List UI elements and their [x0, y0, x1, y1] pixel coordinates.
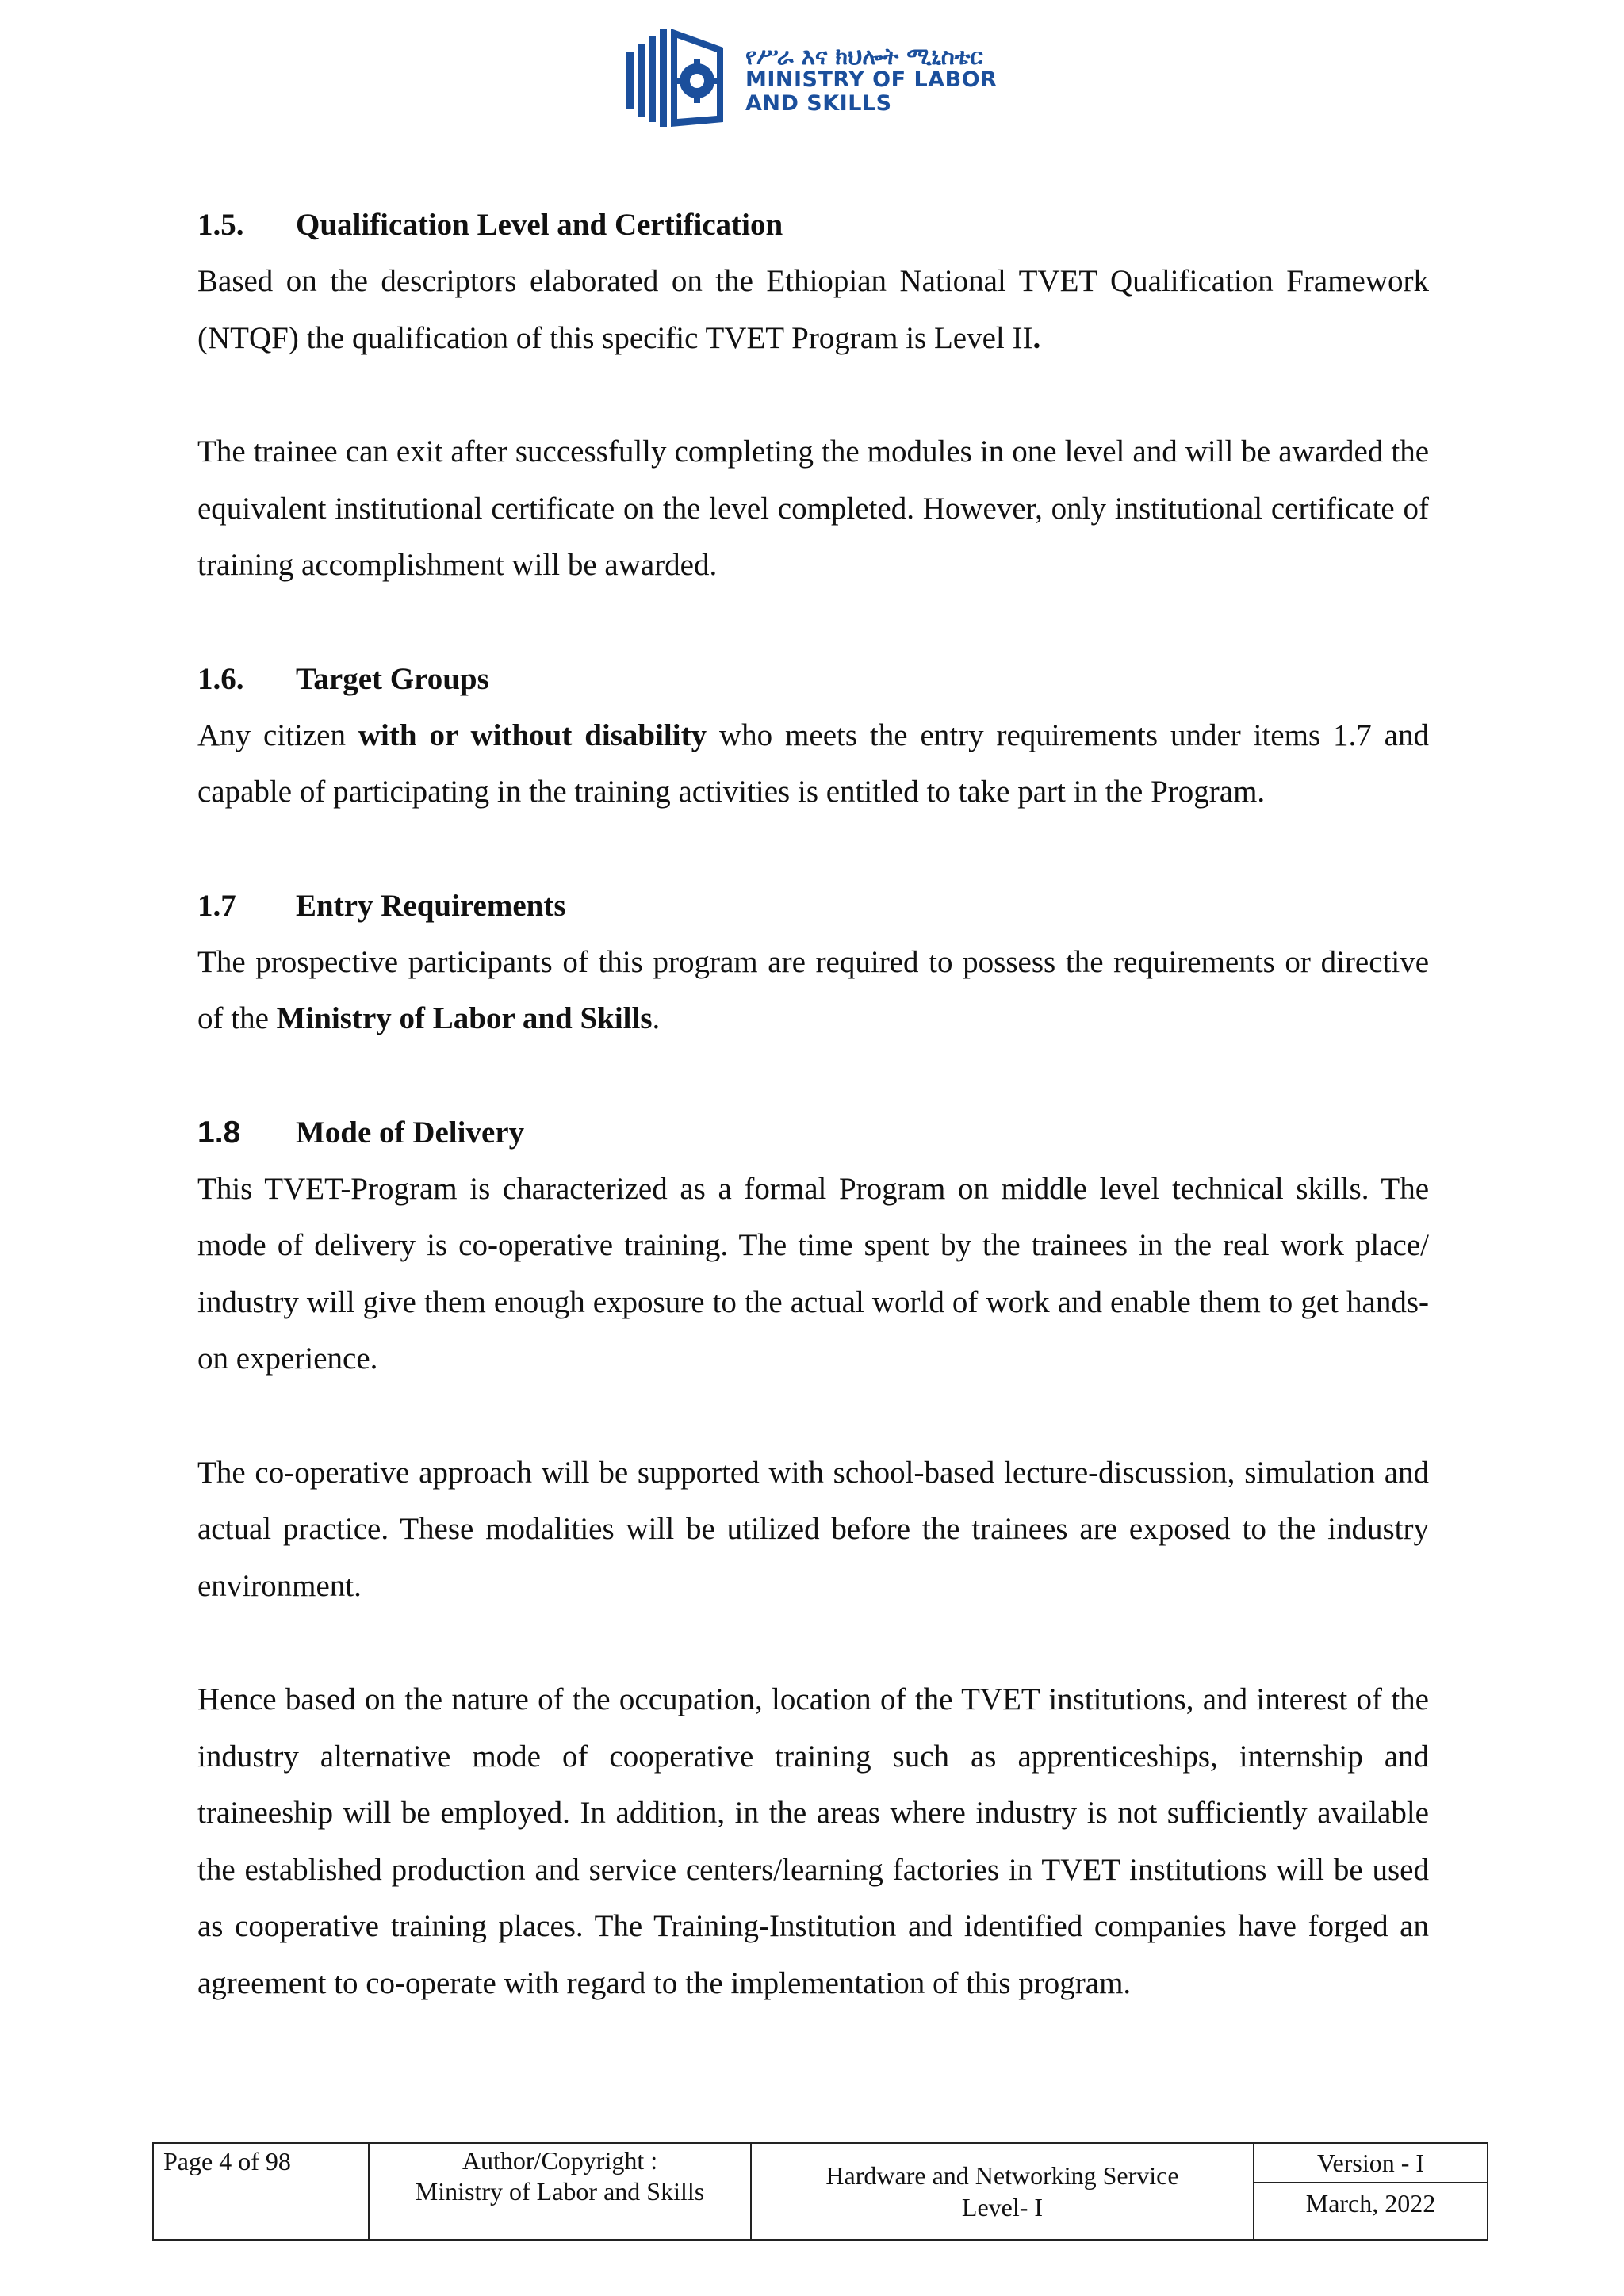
footer-version: Version - I: [1254, 2143, 1488, 2183]
footer-author-label: Author/Copyright :: [462, 2146, 658, 2175]
section-title: Target Groups: [296, 661, 489, 696]
section-heading-1-7: [197, 878, 1429, 934]
section-title: Entry Requirements: [296, 888, 566, 923]
section-heading-1-8: [197, 1104, 1429, 1161]
footer-title-line-2: Level- I: [961, 2193, 1044, 2221]
page-footer-table: [152, 2142, 1488, 2241]
ministry-logo-text: [745, 44, 1007, 116]
logo-english-line-1: MINISTRY OF LABOR: [745, 67, 998, 92]
footer-author-name: Ministry of Labor and Skills: [415, 2177, 705, 2206]
section-title: Qualification Level and Certification: [296, 208, 783, 242]
paragraph-bold-text: with or without disability: [358, 718, 707, 752]
footer-page-number: Page 4 of 98: [153, 2143, 369, 2240]
paragraph-text: who meets the entry requirements under items 1.7 and capable of participating in the training activities is entitled to take part in the Program.: [197, 718, 1429, 809]
paragraph-bold-text: Ministry of Labor and Skills: [276, 1001, 653, 1035]
paragraph-cooperative-approach: The co-operative approach will be supported with school-based lecture-discussion, simulation and actual practice. These modalities will be utilized before the trainees are exposed to the industry environment.: [197, 1455, 1429, 1603]
section-number: 1.5.: [197, 208, 244, 242]
paragraph-exit-certificate: The trainee can exit after successfully completing the modules in one level and will be awarded the equivalent institutional certificate on the level completed. However, only institutional certificate of training accomplishment will be awarded.: [197, 434, 1429, 582]
section-title: Mode of Delivery: [296, 1115, 525, 1150]
section-number: 1.6.: [197, 661, 244, 696]
paragraph-delivery-mode: This TVET-Program is characterized as a formal Program on middle level technical skills. The mode of delivery is co-operative training. The time spent by the trainees in the real work place/ industry will give them enough exposure to the actual world of work and enable them to get hands-on experience.: [197, 1171, 1429, 1376]
paragraph-text: Any citizen: [197, 718, 358, 752]
section-heading-1-5: [197, 197, 1429, 253]
section-heading-1-6: [197, 651, 1429, 707]
section-number: 1.7: [197, 888, 236, 923]
paragraph-text: The prospective participants of this program are required to possess the requirements or directive of the: [197, 944, 1429, 1035]
paragraph-text: .: [652, 1001, 661, 1035]
paragraph-target-groups: [197, 707, 1429, 821]
paragraph-entry-requirements: [197, 934, 1429, 1047]
footer-date: March, 2022: [1254, 2183, 1488, 2240]
ministry-logo: [626, 29, 999, 127]
footer-title-line-1: Hardware and Networking Service: [825, 2161, 1179, 2190]
paragraph-text: Based on the descriptors elaborated on the Ethiopian National TVET Qualification Framework (NTQF) the qualification of this specific TVET Program is Level II: [197, 264, 1429, 355]
document-body: [197, 197, 1429, 2011]
footer-author: [369, 2143, 751, 2240]
ministry-logo-emblem-icon: [626, 29, 723, 127]
logo-amharic-name: የሥራ እና ክህሎት ሚኒስቴር: [745, 43, 983, 70]
footer-document-title: [751, 2143, 1254, 2240]
paragraph-qualification: [197, 253, 1429, 366]
paragraph-alternative-modes: Hence based on the nature of the occupation, location of the TVET institutions, and interest of the industry alternative mode of cooperative training such as apprenticeships, internship and traineeship will be employed. In addition, in the areas where industry is not sufficiently available the established production and service centers/learning factories in TVET institutions will be used as cooperative training places. The Training-Institution and identified companies have forged an agreement to co-operate with regard to the implementation of this program.: [197, 1682, 1429, 2000]
paragraph-bold-text: .: [1032, 320, 1041, 355]
logo-english-line-2: AND SKILLS: [745, 91, 892, 116]
section-number: 1.8: [197, 1115, 241, 1150]
